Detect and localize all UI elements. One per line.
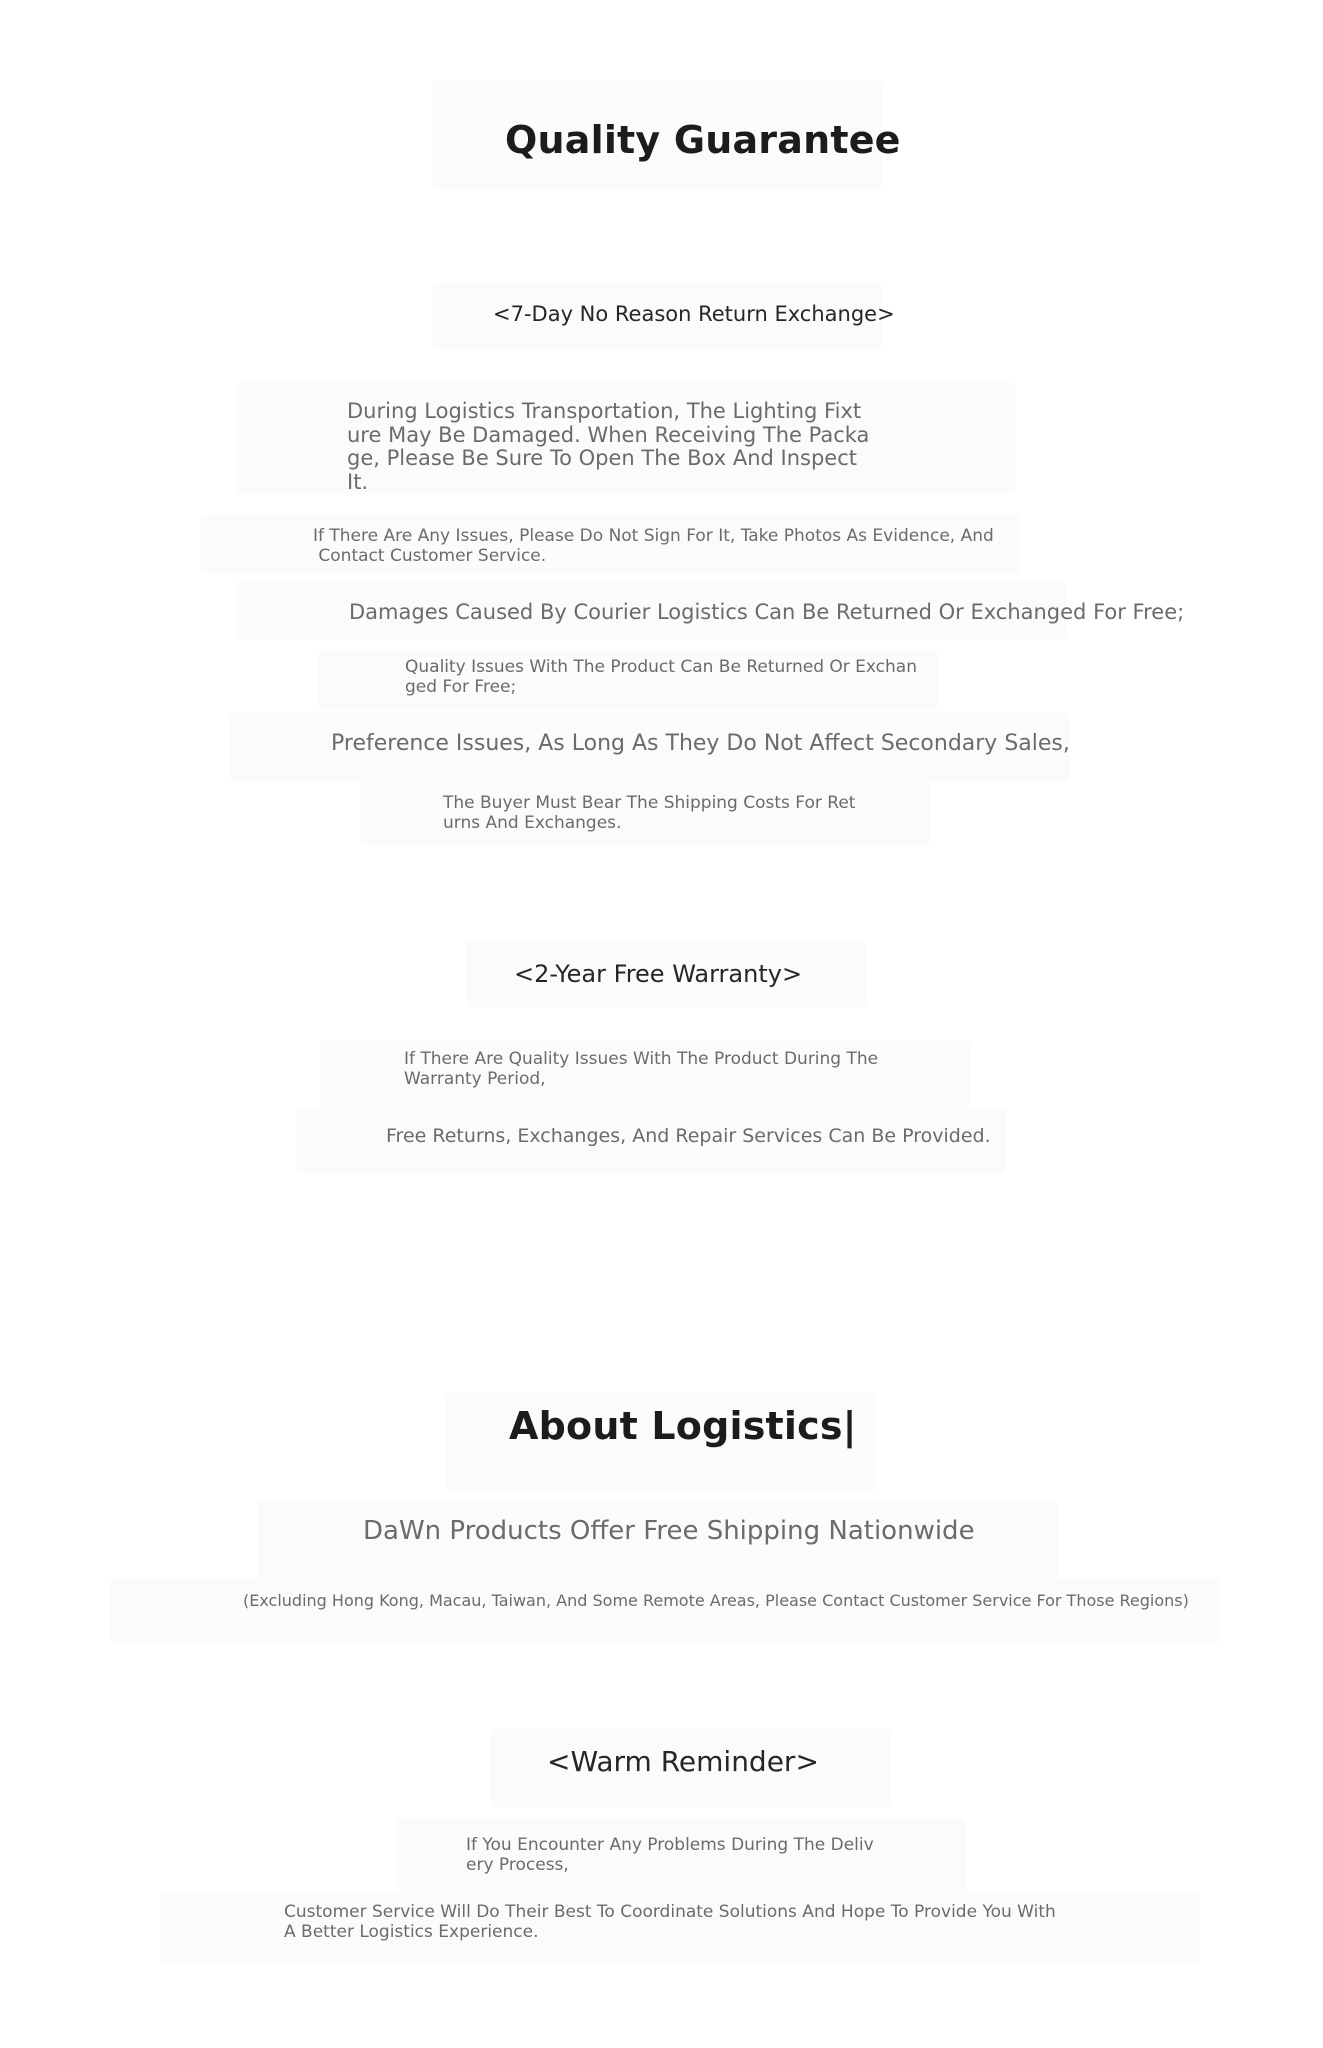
shipping-costs-paragraph: The Buyer Must Bear The Shipping Costs For Ret urns And Exchanges. bbox=[443, 793, 856, 833]
courier-damage-paragraph: Damages Caused By Courier Logistics Can Be Returned Or Exchanged For Free; bbox=[349, 600, 1185, 624]
warm-reminder-heading: <Warm Reminder> bbox=[547, 1745, 819, 1778]
delivery-problems-paragraph: If You Encounter Any Problems During The Deliv ery Process, bbox=[466, 1835, 874, 1875]
logistics-damage-paragraph: During Logistics Transportation, The Lighting Fixt ure May Be Damaged. When Receiving The Packa ge, Please Be Sure To Open The Box And Inspect It. bbox=[347, 399, 870, 494]
excluding-regions-text: (Excluding Hong Kong, Macau, Taiwan, And Some Remote Areas, Please Contact Customer Service For Those Regions) bbox=[243, 1591, 1189, 1610]
quality-issues-paragraph: Quality Issues With The Product Can Be Returned Or Exchan ged For Free; bbox=[405, 657, 917, 697]
customer-service-paragraph: Customer Service Will Do Their Best To Coordinate Solutions And Hope To Provide You With A Better Logistics Experience. bbox=[284, 1902, 1056, 1942]
warranty-services-paragraph: Free Returns, Exchanges, And Repair Services Can Be Provided. bbox=[386, 1125, 991, 1147]
warranty-period-paragraph: If There Are Quality Issues With The Product During The Warranty Period, bbox=[404, 1049, 879, 1089]
warranty-heading: <2-Year Free Warranty> bbox=[514, 960, 803, 988]
free-shipping-text: DaWn Products Offer Free Shipping Nationwide bbox=[363, 1516, 975, 1546]
logistics-title: About Logistics| bbox=[509, 1404, 857, 1448]
preference-issues-paragraph: Preference Issues, As Long As They Do Not Affect Secondary Sales, bbox=[331, 731, 1070, 756]
quality-title: Quality Guarantee bbox=[505, 118, 901, 162]
excluding-block bbox=[110, 1578, 1220, 1644]
sign-issues-paragraph: If There Are Any Issues, Please Do Not Sign For It, Take Photos As Evidence, And Contact Customer Service. bbox=[313, 526, 994, 566]
return-exchange-heading: <7-Day No Reason Return Exchange> bbox=[493, 302, 895, 326]
